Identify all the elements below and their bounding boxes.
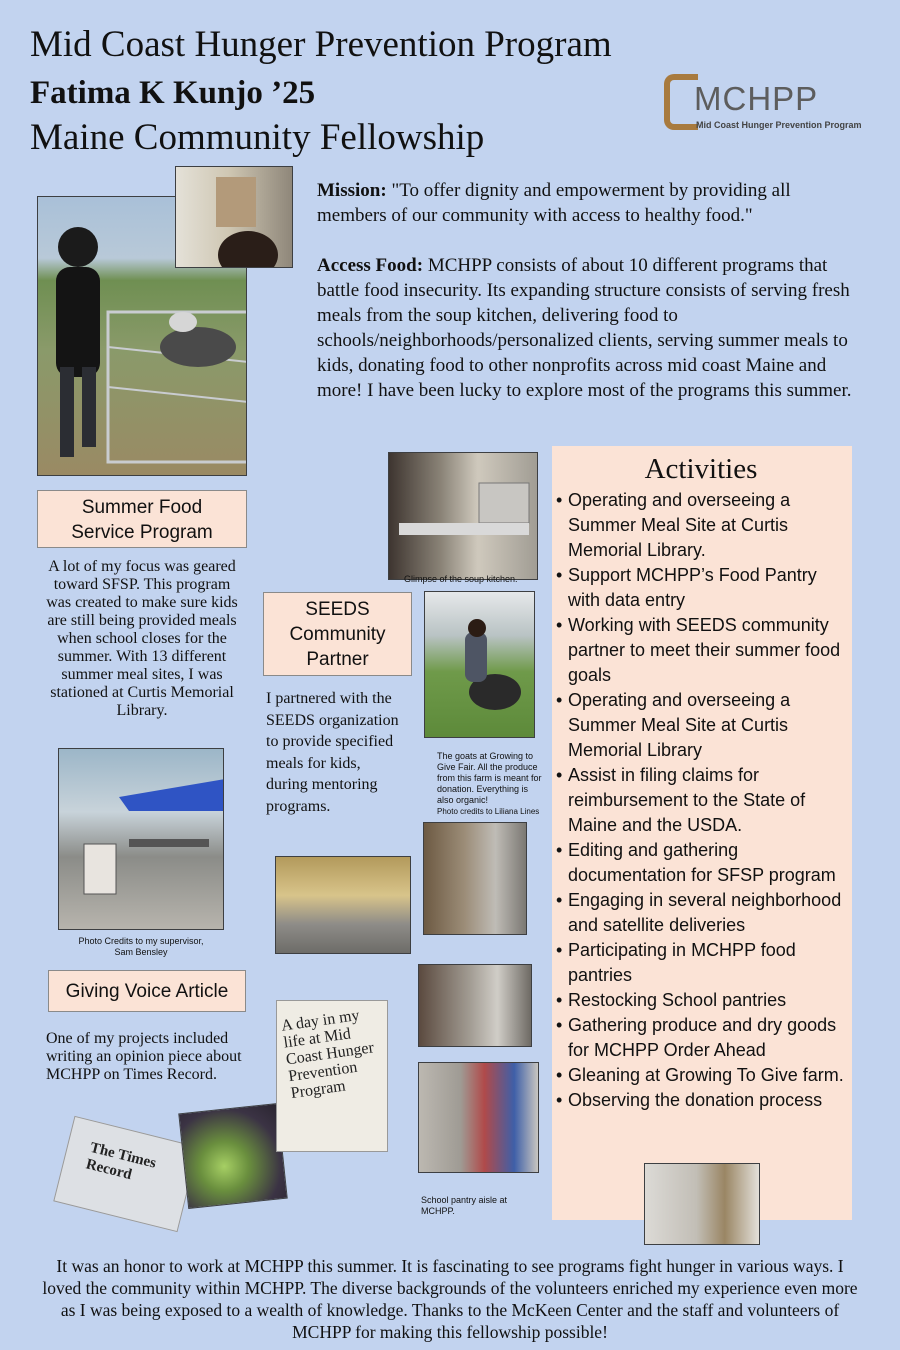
newspaper-name: The Times Record [84, 1139, 158, 1184]
activity-item: • Operating and overseeing a Summer Meal Site at Curtis Memorial Library [556, 688, 846, 763]
pantry-selfie-illustration [176, 167, 293, 268]
activity-item: • Assist in filing claims for reimbursement to the State of Maine and the USDA. [556, 763, 846, 838]
mission-label: Mission: [317, 180, 387, 201]
activities-title: Activities [644, 453, 758, 485]
soup-kitchen-photo [388, 452, 538, 580]
access-food-text: MCHPP consists of about 10 different programs that battle food insecurity. Its expanding structure consists of serving fresh meals from the soup kitchen, delivering food to schools/neighborhoods/personalized clients, serving summer meals to kids, donating food to other nonprofits across mid coast Maine and more! I have been lucky to explore most of the programs this summer. [317, 255, 852, 401]
seeds-title-box [263, 592, 412, 676]
seeds-title-line2: Community [289, 624, 386, 645]
flowers-photo [178, 1103, 287, 1209]
meal-site-illustration [59, 749, 224, 930]
activity-item: • Gleaning at Growing To Give farm. [556, 1063, 846, 1088]
activity-item: • Working with SEEDS community partner to meet their summer food goals [556, 613, 846, 688]
logo-text: MCHPP [694, 80, 819, 117]
giving-voice-title-box [48, 970, 246, 1012]
mchpp-logo [664, 70, 860, 136]
mission-text: "To offer dignity and empowerment by providing all members of our community with access to healthy food." [317, 180, 791, 226]
mission-statement [317, 178, 862, 228]
activity-item: • Operating and overseeing a Summer Meal Site at Curtis Memorial Library. [556, 488, 846, 563]
soup-kitchen-illustration [389, 453, 538, 580]
soup-kitchen-caption: Glimpse of the soup kitchen. [404, 574, 518, 584]
bread-loaf-icon [664, 74, 698, 130]
supervisor-credit-caption [58, 936, 224, 958]
school-pantry-aisle-photo [418, 1062, 539, 1173]
goats-caption [437, 751, 543, 817]
activity-item: • Engaging in several neighborhood and satellite deliveries [556, 888, 846, 938]
article-headline: A day in my life at Mid Coast Hunger Prevention Program [280, 1006, 375, 1103]
walk-in-fridge-photo [418, 964, 532, 1047]
seeds-text: I partnered with the SEEDS organization to provide specified meals for kids, during mentoring programs. [266, 690, 399, 815]
goats-farm-photo [424, 591, 535, 738]
newspaper-masthead-photo [53, 1116, 198, 1232]
donation-process-photo [644, 1163, 760, 1245]
activities-panel [552, 446, 852, 1220]
author-name: Fatima K Kunjo ’25 [30, 75, 316, 111]
activity-item: • Observing the donation process [556, 1088, 846, 1113]
sfsp-title-line1: Summer Food [81, 497, 203, 518]
seeds-title-line1: SEEDS [305, 599, 370, 620]
giving-voice-text: One of my projects included writing an opinion piece about MCHPP on Times Record. [46, 1030, 242, 1083]
pantry-selfie-photo [175, 166, 293, 268]
program-title: Mid Coast Hunger Prevention Program [30, 24, 612, 65]
fellowship-title: Maine Community Fellowship [30, 117, 485, 158]
pantry-storage-photo [423, 822, 527, 935]
supervisor-credit-line2: Sam Bensley [114, 947, 168, 957]
kitchen-prep-photo [275, 856, 411, 954]
sfsp-text: A lot of my focus was geared toward SFSP. This program was created to make sure kids are still being provided meals when school closes for the summer. With 13 different summer meal sites, I was stationed at Curtis Memorial Library. [46, 558, 238, 719]
meal-site-tent-photo [58, 748, 224, 930]
activity-item: • Participating in MCHPP food pantries [556, 938, 846, 988]
activities-list [556, 488, 846, 1113]
goats-caption-text: The goats at Growing to Give Fair. All the produce from this farm is meant for donation. Everything is also organic! [437, 751, 542, 805]
school-pantry-caption: School pantry aisle at MCHPP. [421, 1195, 508, 1216]
giving-voice-title: Giving Voice Article [65, 981, 229, 1002]
activity-item: • Gathering produce and dry goods for MCHPP Order Ahead [556, 1013, 846, 1063]
activity-item: • Editing and gathering documentation for SFSP program [556, 838, 846, 888]
goats-credit-text: Photo credits to Liliana Lines [437, 807, 540, 816]
logo-subtext: Mid Coast Hunger Prevention Program [696, 120, 862, 130]
article-clipping-photo [276, 1000, 388, 1152]
goats-farm-illustration [425, 592, 535, 738]
sfsp-title-box [37, 490, 247, 548]
supervisor-credit-line1: Photo Credits to my supervisor, [78, 936, 204, 946]
access-food-label: Access Food: [317, 255, 424, 276]
activity-item: • Restocking School pantries [556, 988, 846, 1013]
closing-statement: It was an honor to work at MCHPP this summer. It is fascinating to see programs fight hunger in various ways. I loved the community within MCHPP. The diverse backgrounds of the volunteers enriched my experience even more as I was being exposed to a wealth of knowledge. Thanks to the McKeen Center and the staff and volunteers of MCHPP for making this fellowship possible! [42, 1256, 858, 1342]
activity-item: • Support MCHPP’s Food Pantry with data entry [556, 563, 846, 613]
seeds-title-line3: Partner [306, 649, 369, 670]
access-food-paragraph [317, 253, 862, 403]
sfsp-title-line2: Service Program [71, 522, 213, 543]
